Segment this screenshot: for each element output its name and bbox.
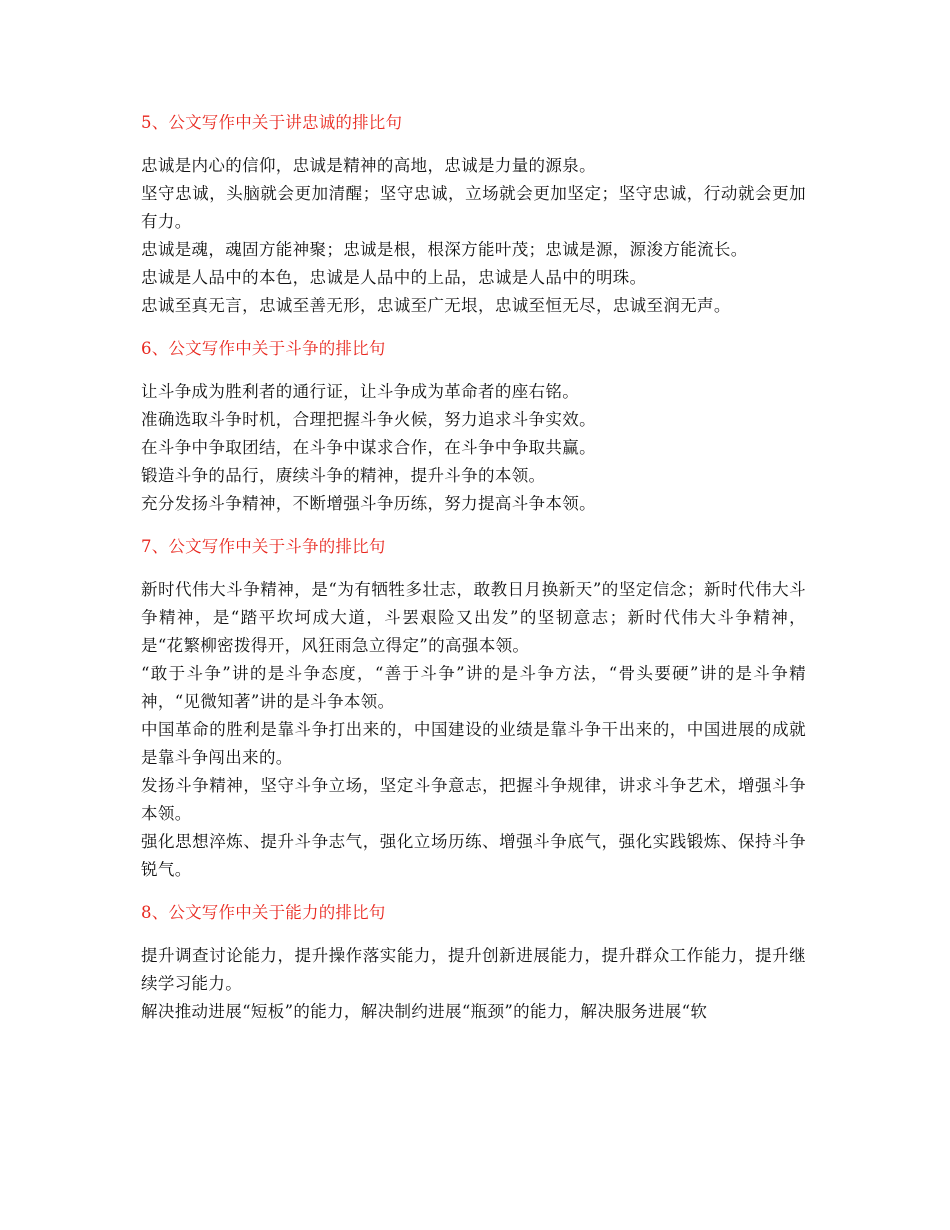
paragraph: 准确选取斗争时机，合理把握斗争火候，努力追求斗争实效。	[141, 410, 596, 429]
section-heading: 6、公文写作中关于斗争的排比句	[141, 339, 386, 358]
paragraph: 忠诚是魂，魂固方能神聚；忠诚是根，根深方能叶茂；忠诚是源，源浚方能流长。	[141, 240, 748, 259]
paragraph: 在斗争中争取团结，在斗争中谋求合作，在斗争中争取共赢。	[141, 438, 596, 457]
paragraph: 忠诚至真无言，忠诚至善无形，忠诚至广无垠，忠诚至恒无尽，忠诚至润无声。	[141, 296, 731, 315]
paragraph: 解决推动进展“短板”的能力，解决制约进展“瓶颈”的能力，解决服务进展“软	[141, 1002, 708, 1021]
document-body	[141, 108, 806, 1040]
paragraph-list	[141, 576, 806, 884]
paragraph: 忠诚是内心的信仰，忠诚是精神的高地，忠诚是力量的源泉。	[141, 156, 596, 175]
paragraph: 新时代伟大斗争精神，是“为有牺牲多壮志，敢教日月换新天”的坚定信念；新时代伟大斗争精神，是“踏平坎坷成大道，斗罢艰险又出发”的坚韧意志；新时代伟大斗争精神，是“花繁柳密拨得开，风狂雨急立得定”的高强本领。	[141, 580, 806, 655]
paragraph: 发扬斗争精神，坚守斗争立场，坚定斗争意志，把握斗争规律，讲求斗争艺术，增强斗争本领。	[141, 776, 806, 823]
paragraph: “敢于斗争”讲的是斗争态度，“善于斗争”讲的是斗争方法，“骨头要硬”讲的是斗争精神，“见微知著”讲的是斗争本领。	[141, 664, 806, 711]
paragraph-list	[141, 378, 806, 518]
paragraph: 让斗争成为胜利者的通行证，让斗争成为革命者的座右铭。	[141, 382, 580, 401]
section-heading: 5、公文写作中关于讲忠诚的排比句	[141, 113, 403, 132]
section-heading: 7、公文写作中关于斗争的排比句	[141, 537, 386, 556]
paragraph: 强化思想淬炼、提升斗争志气，强化立场历练、增强斗争底气，强化实践锻炼、保持斗争锐气。	[141, 832, 806, 879]
paragraph: 充分发扬斗争精神，不断增强斗争历练，努力提高斗争本领。	[141, 494, 596, 513]
paragraph-list	[141, 152, 806, 320]
section-heading: 8、公文写作中关于能力的排比句	[141, 903, 386, 922]
paragraph-list	[141, 942, 806, 1026]
paragraph: 中国革命的胜利是靠斗争打出来的，中国建设的业绩是靠斗争干出来的，中国进展的成就是靠斗争闯出来的。	[141, 720, 806, 767]
paragraph: 忠诚是人品中的本色，忠诚是人品中的上品，忠诚是人品中的明珠。	[141, 268, 647, 287]
paragraph: 提升调查讨论能力，提升操作落实能力，提升创新进展能力，提升群众工作能力，提升继续学习能力。	[141, 946, 806, 993]
paragraph: 锻造斗争的品行，赓续斗争的精神，提升斗争的本领。	[141, 466, 546, 485]
paragraph: 坚守忠诚，头脑就会更加清醒；坚守忠诚，立场就会更加坚定；坚守忠诚，行动就会更加有力。	[141, 184, 806, 231]
